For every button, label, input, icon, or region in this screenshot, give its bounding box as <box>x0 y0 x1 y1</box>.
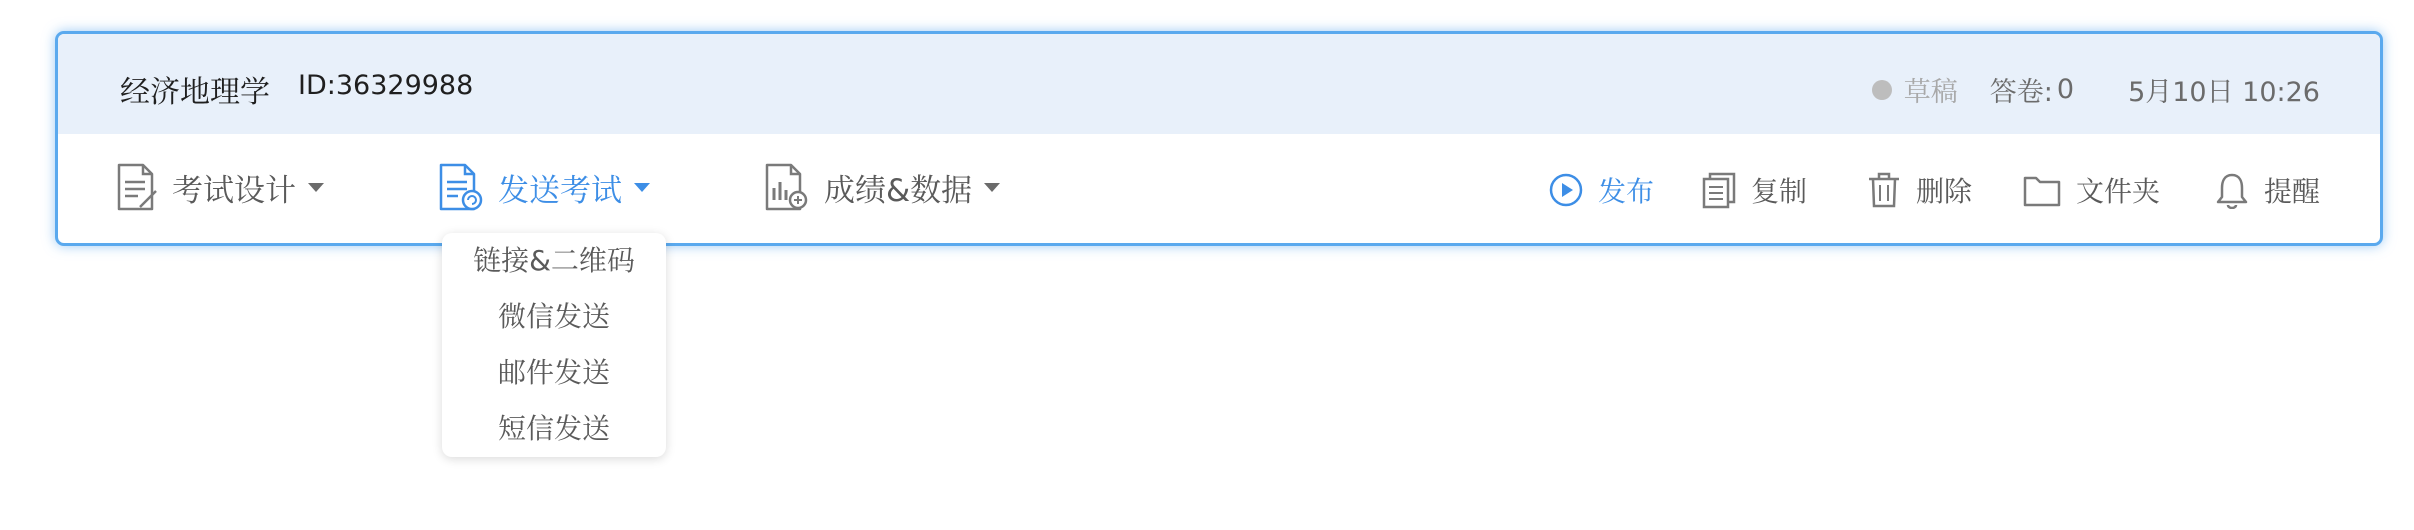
chevron-down-icon <box>308 183 324 192</box>
menu-exam-design[interactable] <box>116 162 324 212</box>
copy-icon <box>1701 171 1737 209</box>
send-exam-dropdown <box>442 233 666 457</box>
card-header <box>58 34 2380 134</box>
folder-icon <box>2022 172 2062 208</box>
menu-scores-data-label: 成绩&数据 <box>824 172 973 209</box>
answers-label: 答卷: <box>1989 77 2053 108</box>
dropdown-item-link-qrcode[interactable]: 链接&二维码 <box>473 244 635 277</box>
send-doc-icon <box>438 162 484 212</box>
dropdown-item-wechat[interactable]: 微信发送 <box>497 300 610 333</box>
survey-title[interactable]: 经济地理学 <box>120 75 270 110</box>
dropdown-item-email[interactable]: 邮件发送 <box>497 356 610 389</box>
publish-label: 发布 <box>1598 175 1655 208</box>
delete-button[interactable] <box>1866 170 1972 210</box>
delete-label: 删除 <box>1916 175 1973 208</box>
menu-send-exam-label: 发送考试 <box>498 172 622 209</box>
play-icon <box>1548 172 1584 208</box>
toolbar <box>58 134 2380 246</box>
remind-label: 提醒 <box>2264 175 2321 208</box>
survey-card <box>55 31 2383 246</box>
folder-button[interactable] <box>2022 170 2160 210</box>
created-datetime: 5月10日 10:26 <box>2128 77 2320 108</box>
survey-id: ID:36329988 <box>298 70 474 101</box>
chart-doc-icon <box>764 162 810 212</box>
chevron-down-icon <box>984 183 1000 192</box>
trash-icon <box>1866 171 1902 209</box>
survey-meta <box>1872 70 2320 109</box>
dropdown-item-sms[interactable]: 短信发送 <box>497 412 610 445</box>
status-dot-icon <box>1872 80 1892 100</box>
folder-label: 文件夹 <box>2076 175 2161 208</box>
answers-count: 0 <box>2056 74 2075 105</box>
design-doc-icon <box>116 162 158 212</box>
status-badge: 草稿 <box>1903 77 1958 108</box>
remind-button[interactable] <box>2214 170 2320 210</box>
copy-label: 复制 <box>1751 175 1808 208</box>
menu-scores-data[interactable] <box>764 162 1000 212</box>
copy-button[interactable] <box>1701 170 1807 210</box>
publish-button[interactable] <box>1548 170 1654 210</box>
menu-exam-design-label: 考试设计 <box>172 172 296 209</box>
menu-send-exam[interactable] <box>438 162 650 212</box>
chevron-down-icon <box>634 183 650 192</box>
bell-icon <box>2214 171 2250 209</box>
